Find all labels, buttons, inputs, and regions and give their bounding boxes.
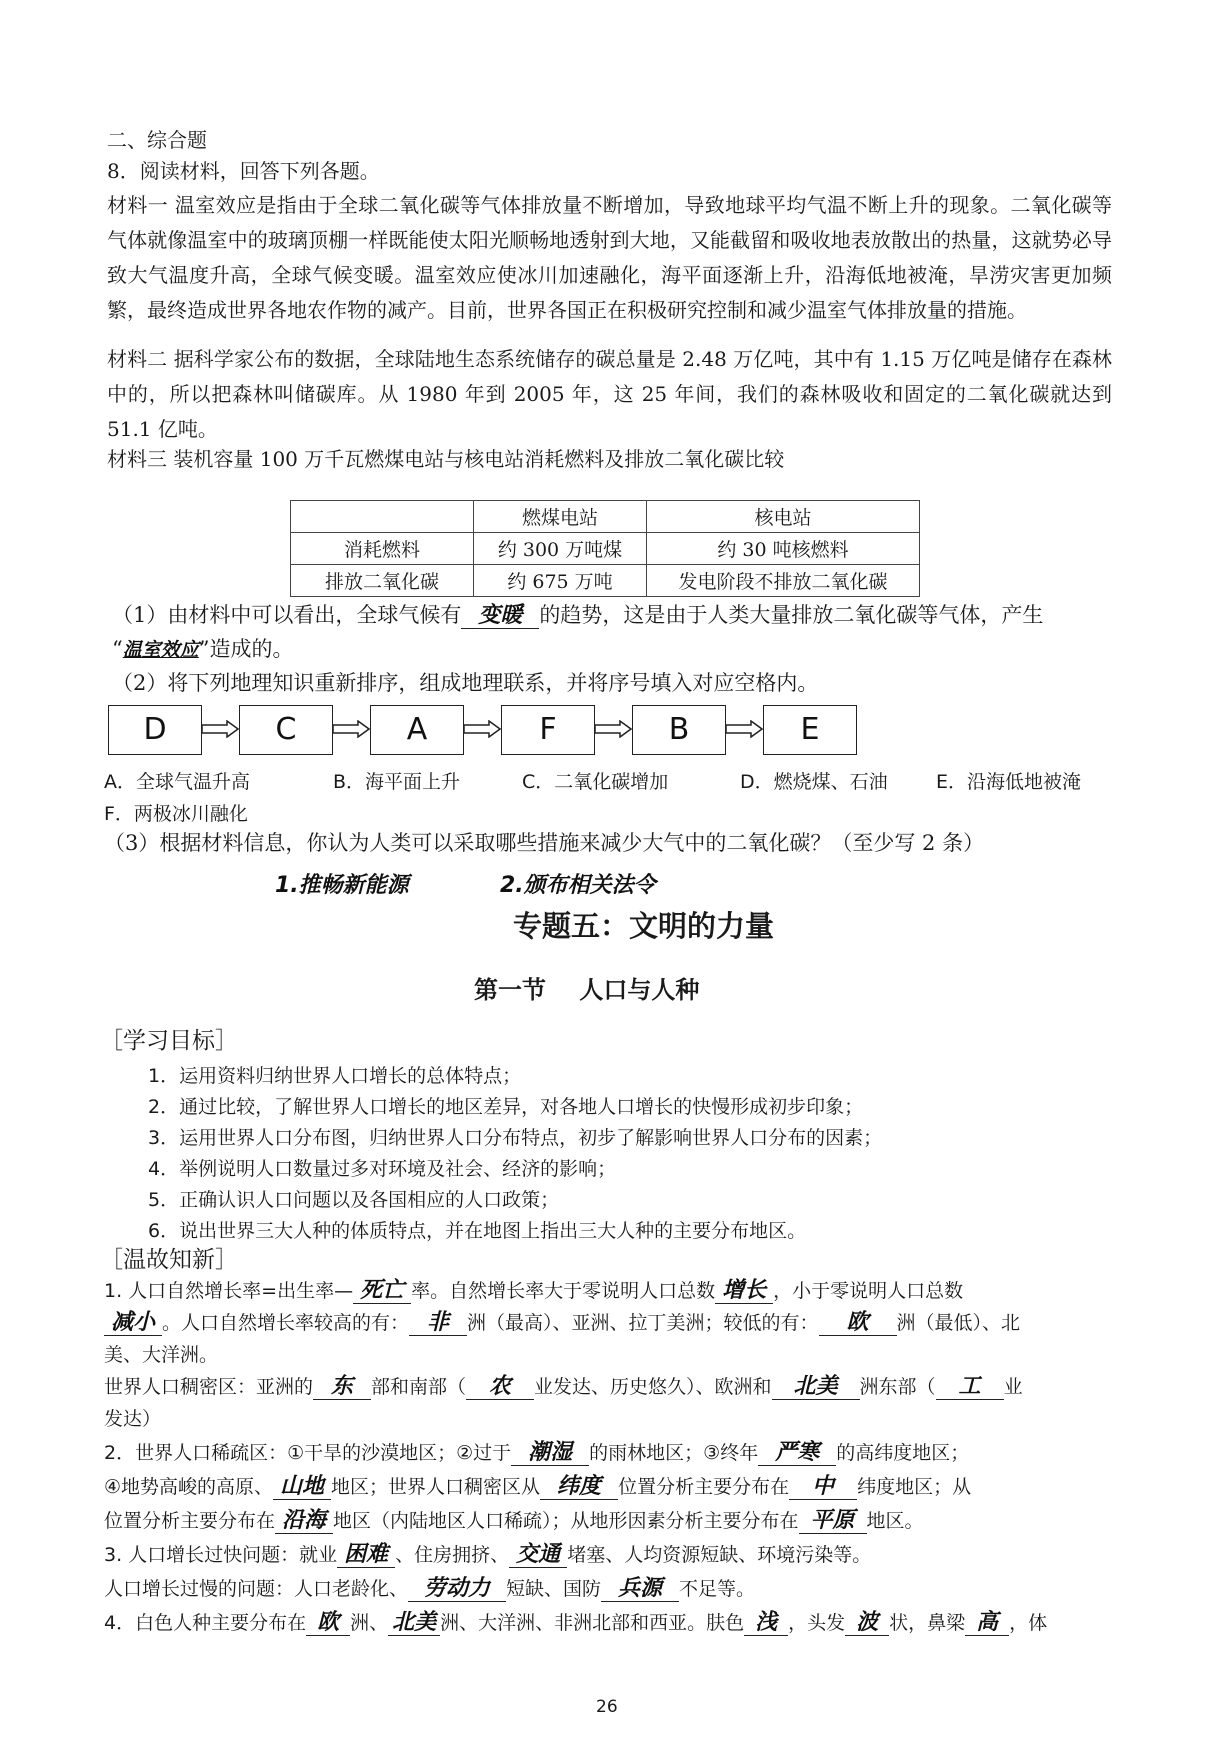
handwritten-answer: 劳动力 <box>424 1576 491 1601</box>
review-heading: ［温故知新］ <box>100 1247 238 1273</box>
answer-blank <box>275 1509 333 1534</box>
answer-blank <box>409 1311 467 1336</box>
goal-item: 1．运用资料归纳世界人口增长的总体特点； <box>148 1065 522 1087</box>
flow-box <box>763 705 857 755</box>
review-text: 洲东部（ <box>859 1376 936 1398</box>
flow-box <box>108 705 202 755</box>
table-cell: 约 300 万吨煤 <box>474 533 647 565</box>
review-text: 纬度地区；从 <box>857 1476 972 1498</box>
option-e: E．沿海低地被淹 <box>936 771 1082 793</box>
topic-title: 专题五：文明的力量 <box>513 909 775 943</box>
review-text: 洲、大洋洲、非洲北部和西亚。肤色 <box>440 1612 745 1634</box>
q3-text: （3）根据材料信息，你认为人类可以采取哪些措施来减少大气中的二氧化碳？（至少写 2 条） <box>104 831 985 855</box>
review-text: 2．世界人口稀疏区：①干旱的沙漠地区；②过于 <box>104 1442 512 1464</box>
q1-text-a: （1）由材料中可以看出，全球气候有 <box>112 603 462 627</box>
q1-line1 <box>112 602 1043 629</box>
table-row <box>291 565 920 597</box>
handwritten-answer: 山地 <box>280 1474 325 1499</box>
handwritten-answer: 工 <box>958 1374 981 1399</box>
table-cell: 燃煤电站 <box>474 501 647 533</box>
table-row <box>291 501 920 533</box>
option-d: D．燃烧煤、石油 <box>740 771 888 793</box>
handwritten-answer: B <box>668 712 690 747</box>
review-line <box>104 1372 1023 1400</box>
review-text: 的高纬度地区； <box>836 1442 970 1464</box>
handwritten-answer: 困难 <box>344 1542 389 1567</box>
table-row <box>291 533 920 565</box>
review-text: 部和南部（ <box>371 1376 467 1398</box>
open-quote: “ <box>112 637 123 661</box>
review-text: 1. 人口自然增长率=出生率— <box>104 1280 354 1302</box>
review-line: 美、大洋洲。 <box>104 1344 219 1366</box>
answer-blank <box>965 1611 1009 1636</box>
answer-blank <box>799 1509 867 1534</box>
section-title: 二、综合题 <box>107 128 207 152</box>
handwritten-answer: E <box>800 712 820 747</box>
answer-blank <box>337 1543 395 1568</box>
goal-item: 4．举例说明人口数量过多对环境及社会、经济的影响； <box>148 1158 617 1180</box>
review-text: 洲、 <box>350 1612 389 1634</box>
handwritten-answer: 增长 <box>722 1278 767 1303</box>
q1-text-b: 的趋势，这是由于人类大量排放二氧化碳等气体，产生 <box>539 603 1044 627</box>
review-text: 洲（最高）、亚洲、拉丁美洲；较低的有： <box>467 1312 819 1334</box>
answer-blank <box>408 1577 506 1602</box>
review-text: 业发达、历史悠久）、欧洲和 <box>534 1376 772 1398</box>
answer-blank <box>353 1279 411 1304</box>
review-text: 位置分析主要分布在 <box>104 1510 276 1532</box>
review-line <box>104 1308 1020 1336</box>
flow-box <box>370 705 464 755</box>
hollow-arrow-icon <box>594 720 632 738</box>
handwritten-answer: 变暖 <box>478 603 523 628</box>
review-line <box>104 1574 755 1602</box>
review-text: ，小于零说明人口总数 <box>773 1280 964 1302</box>
handwritten-answer: 纬度 <box>557 1474 602 1499</box>
table-cell: 发电阶段不排放二氧化碳 <box>647 565 920 597</box>
answer-blank <box>845 1611 889 1636</box>
review-line: 发达） <box>104 1408 162 1430</box>
review-text: 状，鼻梁 <box>889 1612 966 1634</box>
review-text: ，体 <box>1009 1612 1048 1634</box>
answer-blank <box>104 1311 162 1336</box>
review-text: 洲（最低）、北 <box>896 1312 1021 1334</box>
review-line <box>104 1438 969 1466</box>
flow-box <box>239 705 333 755</box>
handwritten-answer: 波 <box>856 1610 879 1635</box>
option-c: C．二氧化碳增加 <box>522 771 669 793</box>
answer-blank <box>819 1311 897 1336</box>
handwritten-answer: 死亡 <box>360 1278 405 1303</box>
handwritten-answer: D <box>143 712 167 747</box>
answer-blank <box>758 1441 836 1466</box>
answer-blank <box>388 1611 440 1636</box>
answer-blank <box>509 1543 567 1568</box>
review-line <box>104 1472 971 1500</box>
handwritten-answer: 中 <box>812 1474 835 1499</box>
review-line <box>104 1540 871 1568</box>
table-cell: 约 30 吨核燃料 <box>647 533 920 565</box>
handwritten-answer: 北美 <box>392 1610 437 1635</box>
review-text: 人口增长过慢的问题：人口老龄化、 <box>104 1578 409 1600</box>
q1-line2 <box>112 636 294 663</box>
review-text: 、住房拥挤、 <box>395 1544 510 1566</box>
review-text: 4．白色人种主要分布在 <box>104 1612 307 1634</box>
answer-blank <box>772 1375 860 1400</box>
page-number: 26 <box>596 1697 618 1717</box>
answer-blank <box>789 1475 857 1500</box>
handwritten-answer: 浅 <box>755 1610 778 1635</box>
goal-item: 3．运用世界人口分布图，归纳世界人口分布特点，初步了解影响世界人口分布的因素； <box>148 1127 883 1149</box>
handwritten-answer: 交通 <box>516 1542 561 1567</box>
table-cell: 约 675 万吨 <box>474 565 647 597</box>
review-text: 业 <box>1003 1376 1023 1398</box>
handwritten-answer: 兵源 <box>618 1576 663 1601</box>
review-text: 地区；世界人口稠密区从 <box>331 1476 541 1498</box>
handwritten-answer: 严寒 <box>775 1440 820 1465</box>
goal-item: 2．通过比较，了解世界人口增长的地区差异，对各地人口增长的快慢形成初步印象； <box>148 1096 864 1118</box>
answer-blank <box>601 1577 679 1602</box>
flow-box <box>632 705 726 755</box>
handwritten-answer: 北美 <box>793 1374 838 1399</box>
question-8: 8．阅读材料，回答下列各题。 <box>107 159 380 183</box>
handwritten-answer: 东 <box>331 1374 354 1399</box>
option-f: F．两极冰川融化 <box>104 803 248 825</box>
q1-text-c: ”造成的。 <box>198 637 294 661</box>
answer-blank <box>511 1441 589 1466</box>
goal-item: 6．说出世界三大人种的体质特点，并在地图上指出三大人种的主要分布地区。 <box>148 1220 807 1242</box>
material-1: 材料一 温室效应是指由于全球二氧化碳等气体排放量不断增加，导致地球平均气温不断上升的现象。二氧化碳等气体就像温室中的玻璃顶棚一样既能使太阳光顺畅地透射到大地，又能截留和吸收地表放散出的热量，这就势必导致大气温度升高，全球气候变暖。温室效应使冰川加速融化，海平面逐渐上升，沿海低地被淹，旱涝灾害更加频繁，最终造成世界各地农作物的减产。目前，世界各国正在积极研究控制和减少温室气体排放量的措施。 <box>107 193 1112 322</box>
handwritten-answer: F <box>539 712 557 747</box>
review-text: 3. 人口增长过快问题：就业 <box>104 1544 338 1566</box>
review-line <box>104 1608 1047 1636</box>
review-line <box>104 1276 963 1304</box>
review-text: 地区。 <box>866 1510 924 1532</box>
review-text: 地区（内陆地区人口稀疏）；从地形因素分析主要分布在 <box>333 1510 799 1532</box>
answer-blank <box>466 1375 534 1400</box>
review-text: 堵塞、人均资源短缺、环境污染等。 <box>567 1544 872 1566</box>
handwritten-answer: C <box>275 712 297 747</box>
review-text: 不足等。 <box>679 1578 756 1600</box>
review-text: ，头发 <box>788 1612 846 1634</box>
handwritten-answer: 温室效应 <box>122 639 199 661</box>
handwritten-answer: 潮湿 <box>528 1440 573 1465</box>
hollow-arrow-icon <box>463 720 501 738</box>
answer-blank <box>540 1475 618 1500</box>
table-cell: 消耗燃料 <box>291 533 474 565</box>
q2-text: （2）将下列地理知识重新排序，组成地理联系，并将序号填入对应空格内。 <box>112 671 819 695</box>
option-b: B．海平面上升 <box>333 771 461 793</box>
handwritten-answer: A <box>406 712 428 747</box>
table-cell: 核电站 <box>647 501 920 533</box>
handwritten-answer: 非 <box>427 1310 450 1335</box>
review-text: 短缺、国防 <box>506 1578 602 1600</box>
review-text: 率。自然增长率大于零说明人口总数 <box>411 1280 716 1302</box>
review-line <box>104 1506 924 1534</box>
review-text: 。人口自然增长率较高的有： <box>162 1312 410 1334</box>
option-a: A．全球气温升高 <box>104 771 250 793</box>
hollow-arrow-icon <box>201 720 239 738</box>
review-text: 位置分析主要分布在 <box>618 1476 790 1498</box>
goals-heading: ［学习目标］ <box>100 1028 238 1054</box>
answer-blank <box>273 1475 331 1500</box>
handwritten-answer: 2.颁布相关法令 <box>500 873 656 898</box>
review-text: 世界人口稠密区：亚洲的 <box>104 1376 314 1398</box>
table-cell: 排放二氧化碳 <box>291 565 474 597</box>
handwritten-answer: 平原 <box>810 1508 855 1533</box>
table-cell <box>291 501 474 533</box>
handwritten-answer: 高 <box>976 1610 999 1635</box>
handwritten-answer: 减小 <box>110 1310 155 1335</box>
review-text: ④地势高峻的高原、 <box>104 1476 274 1498</box>
review-text: 的雨林地区；③终年 <box>589 1442 759 1464</box>
goal-item: 5．正确认识人口问题以及各国相应的人口政策； <box>148 1189 560 1211</box>
comparison-table <box>290 500 920 597</box>
answer-blank <box>715 1279 773 1304</box>
hollow-arrow-icon <box>332 720 370 738</box>
handwritten-answer: 沿海 <box>282 1508 327 1533</box>
handwritten-answer: 1.推畅新能源 <box>275 873 409 898</box>
hollow-arrow-icon <box>725 720 763 738</box>
answer-blank <box>306 1611 350 1636</box>
answer-blank <box>461 603 539 629</box>
lesson-title: 第一节 人口与人种 <box>474 976 700 1004</box>
answer-blank <box>936 1375 1004 1400</box>
handwritten-answer: 欧 <box>317 1610 340 1635</box>
answer-blank <box>744 1611 788 1636</box>
handwritten-answer: 欧 <box>846 1310 869 1335</box>
flow-box <box>501 705 595 755</box>
material-2: 材料二 据科学家公布的数据，全球陆地生态系统储存的碳总量是 2.48 万亿吨，其中有 1.15 万亿吨是储存在森林中的，所以把森林叫储碳库。从 1980 年到 2005 年，这 25 年间，我们的森林吸收和固定的二氧化碳就达到 51.1 亿吨。 <box>107 347 1112 441</box>
handwritten-answer: 农 <box>489 1374 512 1399</box>
material-3: 材料三 装机容量 100 万千瓦燃煤电站与核电站消耗燃料及排放二氧化碳比较 <box>107 447 785 471</box>
answer-blank <box>313 1375 371 1400</box>
